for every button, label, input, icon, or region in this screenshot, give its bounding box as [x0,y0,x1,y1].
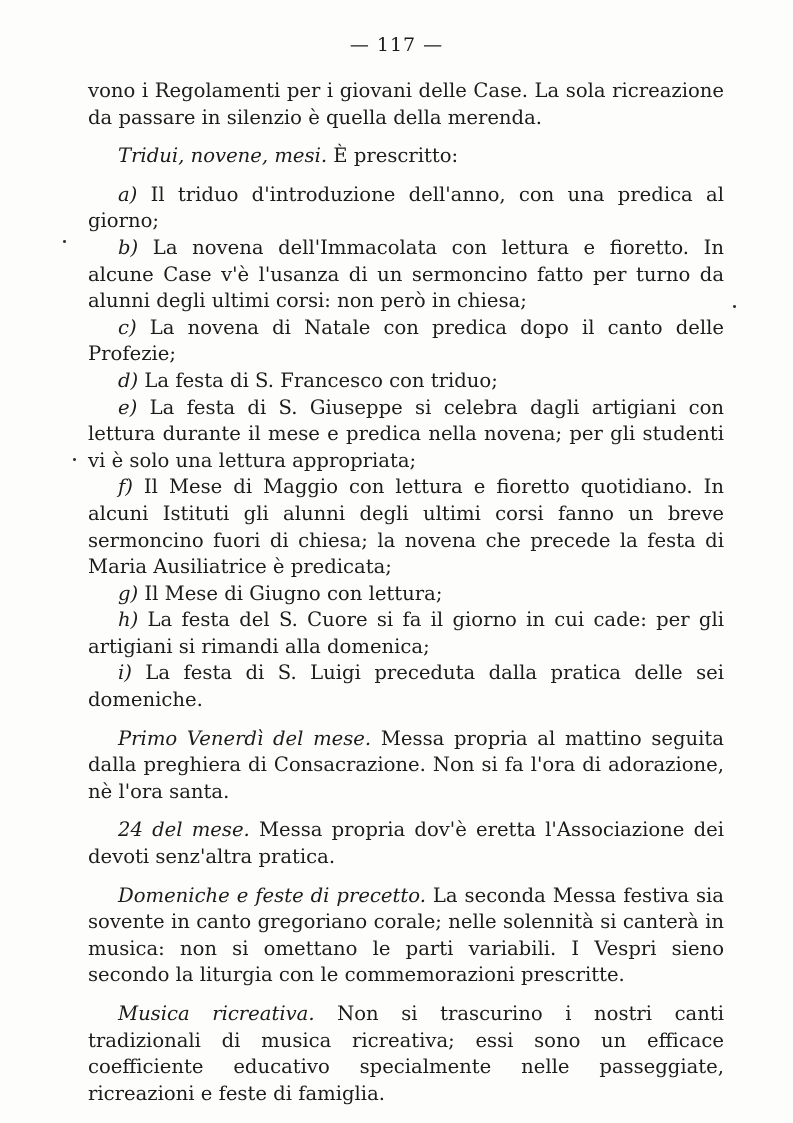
section-heading: Tridui, novene, mesi. [118,144,328,168]
page-number: — 117 — [349,34,444,56]
list-marker: e) [118,395,138,419]
list-marker: g) [118,581,139,605]
section-heading: Primo Venerdì del mese. [118,726,372,750]
paragraph-domeniche: Domeniche e feste di precetto. La seconda Messa festiva sia sovente in canto gregoriano corale; nelle solennità si canterà in musica: non si omettano le parti variabili. I Vespri sieno secondo la liturgia con le commemorazioni prescritte. [88,883,724,987]
list-item-c: c) La novena di Natale con predica dopo il canto delle Profezie; [88,315,724,366]
list-marker: f) [118,475,133,499]
scan-speck [63,240,66,243]
section-heading: Domeniche e feste di precetto. [118,883,426,907]
body-text [88,78,724,1107]
paragraph-continuation: vono i Regolamenti per i giovani delle Case. La sola ricreazione da passare in silenzio è quella della merenda. [88,79,724,129]
list-item-g: g) Il Mese di Giugno con lettura; [118,581,443,605]
list-marker: i) [118,661,132,685]
list-item-a: a) Il triduo d'introduzione dell'anno, con una predica al giorno; [88,182,724,233]
list-item-f: f) Il Mese di Maggio con lettura e fioretto quotidiano. In alcuni Istituti gli alunni degli ultimi corsi fanno un breve sermoncino fuori di chiesa; la novena che precede la festa di Maria Ausiliatrice è predicata; [88,475,724,579]
list-item-b: b) La novena dell'Immacolata con lettura e fioretto. In alcune Case v'è l'usanza di un sermoncino fatto per turno da alunni degli ultimi corsi: non però in chiesa; [88,235,724,313]
scan-speck [733,305,736,308]
paragraph-24-del-mese: 24 del mese. Messa propria dov'è eretta l'Associazione dei devoti senz'altra pratica. [88,818,724,869]
paragraph-musica: Musica ricreativa. Non si trascurino i nostri canti tradizionali di musica ricreativa; essi sono un efficace coefficiente educativo specialmente nelle passeggiate, ricreazioni e feste di famiglia. [88,1002,724,1105]
section-heading: Musica ricreativa. [118,1002,315,1025]
list-marker: c) [118,315,137,339]
list-item-i: i) La festa di S. Luigi preceduta dalla pratica delle sei domeniche. [88,661,724,712]
list-marker: h) [118,608,139,632]
list-marker: b) [118,235,139,259]
list-marker: a) [118,182,138,206]
list-item-h: h) La festa del S. Cuore si fa il giorno in cui cade: per gli artigiani si rimandi alla domenica; [88,608,724,658]
section-heading: 24 del mese. [118,818,250,842]
list-item-d: d) La festa di S. Francesco con triduo; [118,368,498,392]
paragraph-tridui: Tridui, novene, mesi. È prescritto: [118,144,459,168]
list-marker: d) [118,368,139,392]
scan-speck [73,458,76,461]
list-item-e: e) La festa di S. Giuseppe si celebra dagli artigiani con lettura durante il mese e predica nella novena; per gli studenti vi è solo una lettura appropriata; [88,395,724,472]
paragraph-primo-venerdi: Primo Venerdì del mese. Messa propria al mattino seguita dalla preghiera di Consacrazione. Non si fa l'ora di adorazione, nè l'ora santa. [88,726,724,803]
